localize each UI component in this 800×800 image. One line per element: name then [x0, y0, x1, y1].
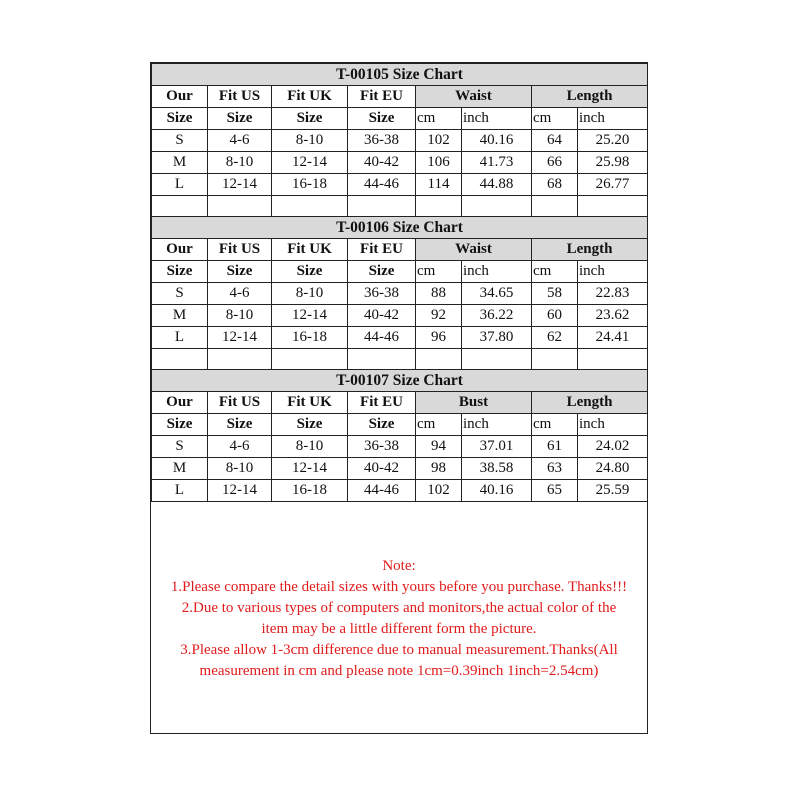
fit-uk-header-2: Size	[272, 261, 348, 283]
fit-us-header-2: Size	[208, 261, 272, 283]
unit-cm: cm	[532, 261, 578, 283]
length-group-header: Length	[532, 239, 648, 261]
unit-cm: cm	[416, 414, 462, 436]
fit-eu-header-2: Size	[348, 261, 416, 283]
table-cell: 66	[532, 152, 578, 174]
table-cell: 25.98	[578, 152, 648, 174]
table-cell: 24.41	[578, 327, 648, 349]
table-cell: 38.58	[462, 458, 532, 480]
table-cell: 12-14	[272, 305, 348, 327]
table-cell: M	[152, 458, 208, 480]
fit-us-header: Fit US	[208, 86, 272, 108]
table-cell: L	[152, 480, 208, 502]
table-cell: 25.20	[578, 130, 648, 152]
table-row	[152, 283, 648, 305]
table-cell: 8-10	[208, 152, 272, 174]
table-cell: 58	[532, 283, 578, 305]
table-cell: 24.02	[578, 436, 648, 458]
fit-eu-header: Fit EU	[348, 86, 416, 108]
table-row	[152, 305, 648, 327]
note-line: 1.Please compare the detail sizes with yours before you purchase. Thanks!!!	[170, 579, 628, 595]
fit-eu-header-2: Size	[348, 414, 416, 436]
size-chart-table	[151, 63, 648, 217]
table-cell: 8-10	[208, 305, 272, 327]
table-cell: 88	[416, 283, 462, 305]
table-cell: 4-6	[208, 436, 272, 458]
table-cell: 16-18	[272, 174, 348, 196]
table-cell: 4-6	[208, 283, 272, 305]
table-cell: 12-14	[272, 458, 348, 480]
table-cell: 22.83	[578, 283, 648, 305]
table-cell: 8-10	[272, 283, 348, 305]
title-row	[152, 217, 648, 239]
table-cell: 24.80	[578, 458, 648, 480]
table-cell: 36-38	[348, 283, 416, 305]
table-cell: L	[152, 174, 208, 196]
table-cell: 60	[532, 305, 578, 327]
table-cell: 102	[416, 130, 462, 152]
fit-us-header: Fit US	[208, 392, 272, 414]
size-chart-sheet	[150, 62, 648, 734]
spacer-row	[152, 196, 648, 218]
note-heading: Note:	[382, 558, 416, 574]
table-cell: 40.16	[462, 480, 532, 502]
table-cell: 44-46	[348, 174, 416, 196]
our-size-header-2: Size	[152, 108, 208, 130]
chart-title: T-00106 Size Chart	[152, 217, 648, 239]
unit-inch: inch	[462, 261, 532, 283]
table-cell: 68	[532, 174, 578, 196]
table-cell: 98	[416, 458, 462, 480]
table-cell: 12-14	[208, 327, 272, 349]
table-row	[152, 130, 648, 152]
table-cell: 63	[532, 458, 578, 480]
table-cell: 12-14	[208, 480, 272, 502]
table-cell: 96	[416, 327, 462, 349]
table-cell: 36.22	[462, 305, 532, 327]
table-cell: S	[152, 130, 208, 152]
unit-cm: cm	[532, 108, 578, 130]
table-cell: 94	[416, 436, 462, 458]
table-cell: M	[152, 305, 208, 327]
fit-uk-header-2: Size	[272, 108, 348, 130]
our-size-header-2: Size	[152, 414, 208, 436]
table-cell: 12-14	[208, 174, 272, 196]
table-cell: 40-42	[348, 152, 416, 174]
table-cell: 62	[532, 327, 578, 349]
table-cell: 37.80	[462, 327, 532, 349]
unit-inch: inch	[578, 414, 648, 436]
table-cell: 40.16	[462, 130, 532, 152]
table-cell: 36-38	[348, 436, 416, 458]
table-row	[152, 327, 648, 349]
measure-group-header: Waist	[416, 86, 532, 108]
fit-us-header-2: Size	[208, 414, 272, 436]
unit-cm: cm	[416, 108, 462, 130]
our-size-header: Our	[152, 392, 208, 414]
table-cell: 16-18	[272, 327, 348, 349]
fit-eu-header-2: Size	[348, 108, 416, 130]
table-row	[152, 480, 648, 502]
fit-uk-header: Fit UK	[272, 239, 348, 261]
table-cell: 12-14	[272, 152, 348, 174]
size-chart-table	[151, 216, 648, 370]
table-cell: 65	[532, 480, 578, 502]
our-size-header: Our	[152, 86, 208, 108]
table-cell: 114	[416, 174, 462, 196]
header-row	[152, 108, 648, 130]
table-cell: 4-6	[208, 130, 272, 152]
fit-us-header: Fit US	[208, 239, 272, 261]
table-cell: L	[152, 327, 208, 349]
table-cell: 106	[416, 152, 462, 174]
chart-title: T-00107 Size Chart	[152, 370, 648, 392]
table-cell: 40-42	[348, 305, 416, 327]
table-row	[152, 436, 648, 458]
table-cell: 26.77	[578, 174, 648, 196]
length-group-header: Length	[532, 392, 648, 414]
our-size-header: Our	[152, 239, 208, 261]
table-cell: 8-10	[272, 130, 348, 152]
fit-us-header-2: Size	[208, 108, 272, 130]
table-cell: 64	[532, 130, 578, 152]
table-cell: 44.88	[462, 174, 532, 196]
table-cell: 16-18	[272, 480, 348, 502]
note-line: 3.Please allow 1-3cm difference due to manual measurement.Thanks(All	[180, 642, 618, 658]
table-cell: 34.65	[462, 283, 532, 305]
header-row	[152, 392, 648, 414]
length-group-header: Length	[532, 86, 648, 108]
table-cell: S	[152, 283, 208, 305]
table-row	[152, 152, 648, 174]
unit-inch: inch	[578, 108, 648, 130]
unit-inch: inch	[462, 414, 532, 436]
table-cell: 40-42	[348, 458, 416, 480]
note-line: measurement in cm and please note 1cm=0.39inch 1inch=2.54cm)	[199, 663, 599, 679]
header-row	[152, 261, 648, 283]
our-size-header-2: Size	[152, 261, 208, 283]
table-cell: 8-10	[208, 458, 272, 480]
table-cell: 61	[532, 436, 578, 458]
unit-cm: cm	[532, 414, 578, 436]
table-cell: S	[152, 436, 208, 458]
chart-title: T-00105 Size Chart	[152, 64, 648, 86]
unit-inch: inch	[462, 108, 532, 130]
measure-group-header: Waist	[416, 239, 532, 261]
spacer-row	[152, 349, 648, 371]
fit-eu-header: Fit EU	[348, 239, 416, 261]
table-cell: 44-46	[348, 480, 416, 502]
header-row	[152, 86, 648, 108]
table-cell: 37.01	[462, 436, 532, 458]
table-row	[152, 458, 648, 480]
note-line: 2.Due to various types of computers and monitors,the actual color of the	[181, 600, 617, 616]
table-row	[152, 174, 648, 196]
fit-eu-header: Fit EU	[348, 392, 416, 414]
table-cell: 44-46	[348, 327, 416, 349]
table-cell: M	[152, 152, 208, 174]
table-cell: 41.73	[462, 152, 532, 174]
fit-uk-header: Fit UK	[272, 86, 348, 108]
table-cell: 8-10	[272, 436, 348, 458]
fit-uk-header-2: Size	[272, 414, 348, 436]
title-row	[152, 370, 648, 392]
table-cell: 36-38	[348, 130, 416, 152]
header-row	[152, 414, 648, 436]
measure-group-header: Bust	[416, 392, 532, 414]
table-cell: 25.59	[578, 480, 648, 502]
table-cell: 92	[416, 305, 462, 327]
notes-block	[151, 556, 647, 682]
header-row	[152, 239, 648, 261]
title-row	[152, 64, 648, 86]
unit-inch: inch	[578, 261, 648, 283]
unit-cm: cm	[416, 261, 462, 283]
table-cell: 23.62	[578, 305, 648, 327]
note-line: item may be a little different form the picture.	[261, 621, 537, 637]
table-cell: 102	[416, 480, 462, 502]
fit-uk-header: Fit UK	[272, 392, 348, 414]
size-chart-table	[151, 369, 648, 502]
